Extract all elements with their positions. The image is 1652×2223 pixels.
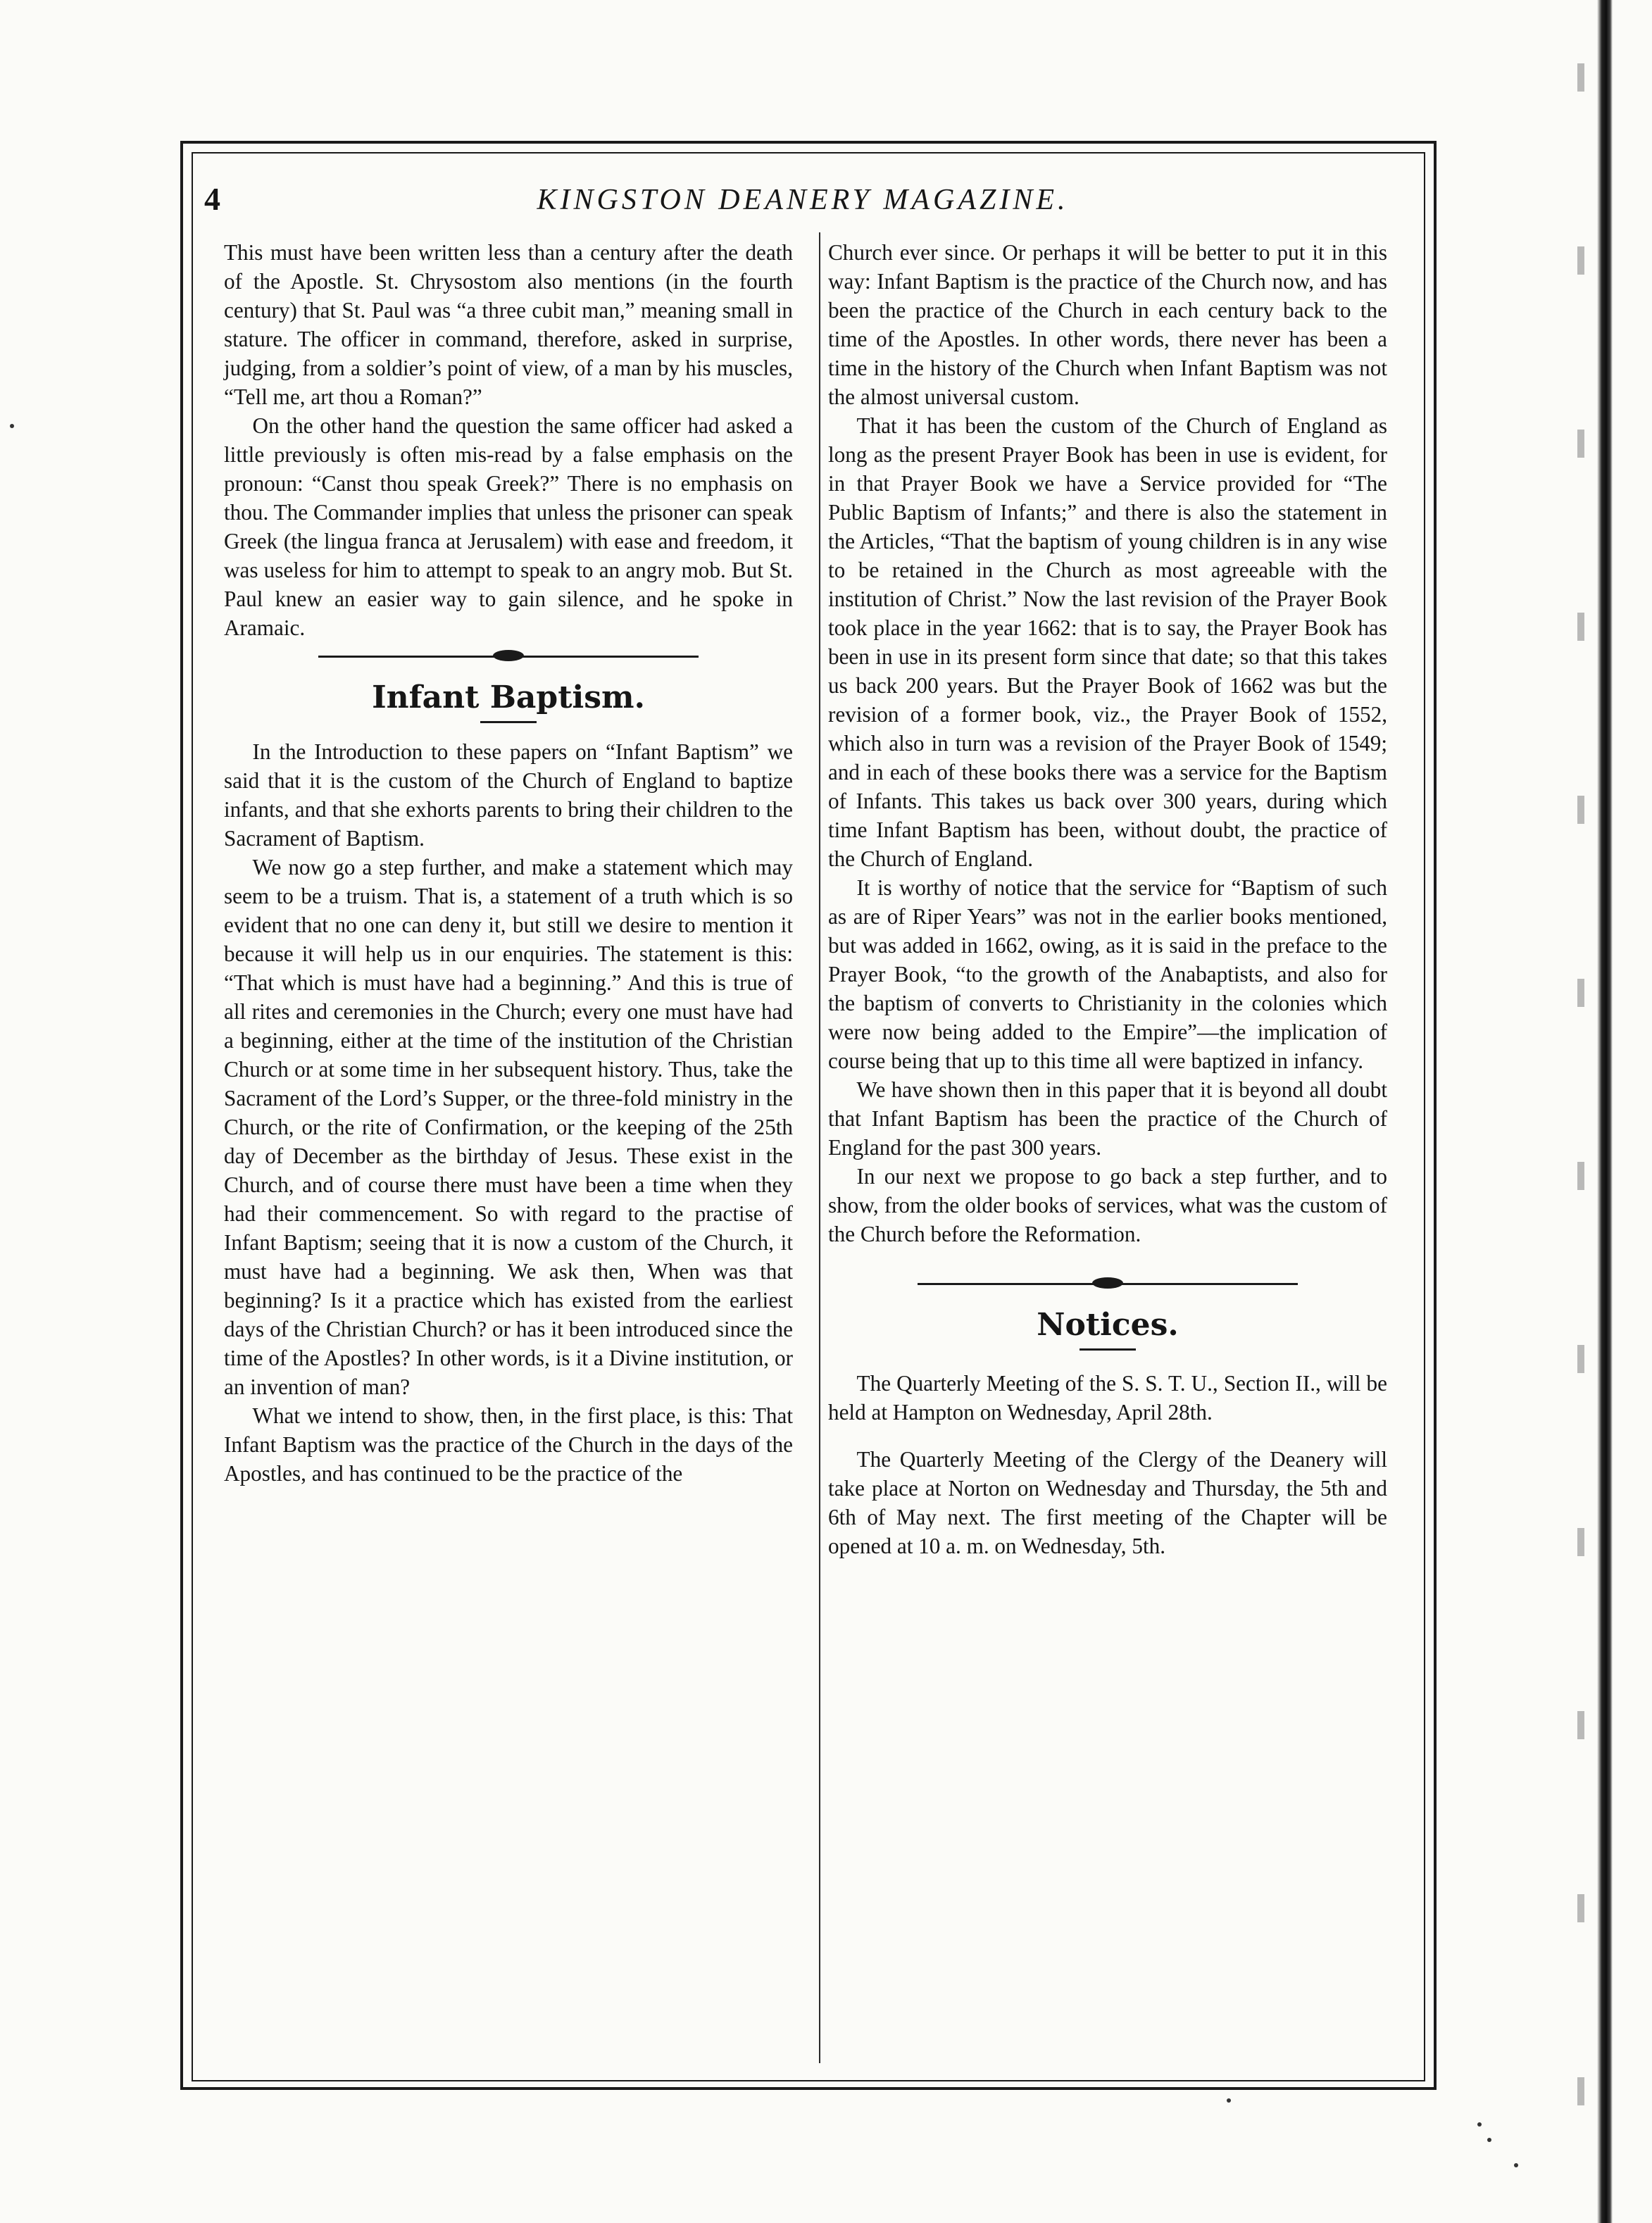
notice-paragraph: The Quarterly Meeting of the Clergy of the Deanery will take place at Norton on Wednesday and Thursday, the 5th and 6th of May next. The first meeting of the Chapter will be opened at 10 a. m. on Wednesday, 5th. (828, 1447, 1387, 1558)
column-divider (819, 232, 820, 2063)
page-edge-shadow (1577, 0, 1584, 2223)
print-speck (1487, 2138, 1491, 2142)
print-speck (1477, 2122, 1482, 2127)
body-paragraph: In the Introduction to these papers on “Infant Baptism” we said that it is the custom of the Church of England to baptize infants, and that she exhorts parents to bring their children to the Sacrament of Baptism. (224, 739, 793, 851)
heading-underline (480, 721, 537, 723)
body-paragraph: We have shown then in this paper that it is beyond all doubt that Infant Baptism has been the practice of the Church of England for the past 300 years. (828, 1077, 1387, 1160)
ornamental-rule (918, 1277, 1298, 1291)
right-column (828, 238, 1387, 1560)
print-speck (1227, 2098, 1231, 2103)
print-speck (1514, 2163, 1518, 2167)
body-paragraph: That it has been the custom of the Church of England as long as the present Prayer Book has been in use is evident, for in that Prayer Book we have a Service provided for “The Public Baptism of Infants;” and there is also the statement in the Articles, “That the baptism of young children is in any wise to be retained in the Church as most agreeable with the institution of Christ.” Now the last revision of the Prayer Book took place in the year 1662: that is to say, the Prayer Book has been in use in its present form since that date; so that this takes us back 200 years. But the Prayer Book of 1662 was but the revision of a former book, viz., the Prayer Book of 1552, which also in turn was a revision of the Prayer Book of 1549; and in each of these books there was a service for the Baptism of Infants. This takes us back over 300 years, during which time Infant Baptism has been, without doubt, the practice of the Church of England. (828, 413, 1387, 871)
notice-paragraph: The Quarterly Meeting of the S. S. T. U., Section II., will be held at Hampton on Wednesday, April 28th. (828, 1371, 1387, 1424)
body-paragraph: On the other hand the question the same officer had asked a little previously is often mis-read by a false emphasis on the pronoun: “Canst thou speak Greek?” There is no emphasis on thou. The Commander implies that unless the prisoner can speak Greek (the lingua franca at Jerusalem) with ease and freedom, it was useless for him to attempt to speak to an angry mob. But St. Paul knew an easier way to gain silence, and he spoke in Aramaic. (224, 413, 793, 640)
page-number: 4 (204, 181, 220, 217)
print-speck (10, 424, 14, 428)
body-paragraph: This must have been written less than a century after the death of the Apostle. St. Chrysostom also mentions (in the fourth century) that St. Paul was “a three cubit man,” meaning small in stature. The officer in command, therefore, asked in surprise, judging, from a soldier’s point of view, of a man by his muscles, “Tell me, art thou a Roman?” (224, 240, 793, 409)
body-paragraph: It is worthy of notice that the service for “Baptism of such as are of Riper Years” was not in the earlier books mentioned, but was added in 1662, owing, as it is said in the preface to the Prayer Book, “to the growth of the Anabaptists, and also for the baptism of converts to Christianity in the colonies which were now being added to the Empire”—the implication of course being that up to this time all were baptized in infancy. (828, 875, 1387, 1073)
ornamental-rule (318, 649, 699, 663)
body-paragraph: Church ever since. Or perhaps it will be better to put it in this way: Infant Baptism is the practice of the Church now, and has been the practice of the Church in each century back to the time of the Apostles. In other words, there never has been a time in the history of the Church when Infant Baptism was not the almost universal custom. (828, 240, 1387, 409)
binding-edge (1597, 0, 1613, 2223)
notices-title: Notices. (1037, 1307, 1179, 1343)
body-paragraph: What we intend to show, then, in the first place, is this: That Infant Baptism was the practice of the Church in the days of the Apostles, and has continued to be the practice of the (224, 1403, 793, 1486)
running-title: KINGSTON DEANERY MAGAZINE. (537, 184, 1069, 216)
left-column (224, 238, 793, 1488)
body-paragraph: In our next we propose to go back a step further, and to show, from the older books of services, what was the custom of the Church before the Reformation. (828, 1164, 1387, 1246)
body-paragraph: We now go a step further, and make a statement which may seem to be a truism. That is, a statement of a truth which is so evident that no one can deny it, but still we desire to mention it because it will help us in our enquiries. The statement is this: “That which is must have had a beginning.” And this is true of all rites and ceremonies in the Church; every one must have had a beginning, either at the time of the institution of the Christian Church or at some time in her subsequent history. Thus, take the Sacrament of the Lord’s Supper, or the three-fold ministry in the Church, or the rite of Confirmation, or the keeping of the 25th day of December as the birthday of Jesus. These exist in the Church, and of course there must have been a time when they had their commencement. So with regard to the practise of Infant Baptism; seeing that it is now a custom of the Church, it must have had a beginning. We ask then, When was that beginning? Is it a practice which has existed from the earliest days of the Christian Church? or has it been introduced since the time of the Apostles? In other words, is it a Divine institution, or an invention of man? (224, 855, 793, 1399)
heading-underline (1080, 1348, 1136, 1351)
page-header (204, 180, 1401, 230)
section-title: Infant Baptism. (372, 680, 645, 715)
